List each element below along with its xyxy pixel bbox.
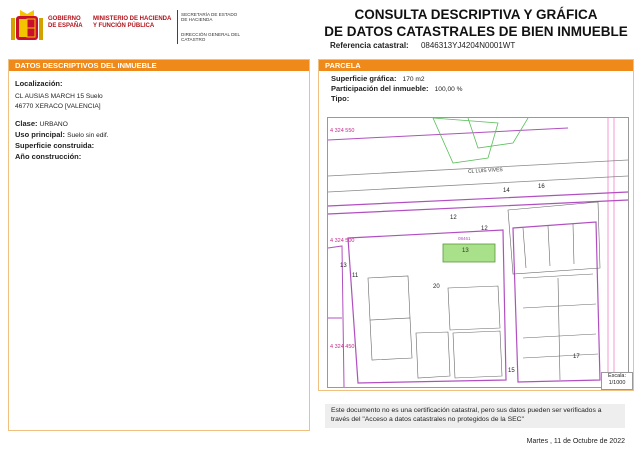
block-label-17: 17 — [573, 354, 580, 360]
title-line-1: CONSULTA DESCRIPTIVA Y GRÁFICA — [354, 7, 598, 22]
address-line-1: CL AUSIAS MARCH 15 Suelo — [15, 93, 103, 100]
clase-label: Clase: — [15, 119, 38, 128]
block-label-20: 20 — [433, 284, 440, 290]
uso-row — [15, 130, 109, 141]
block-label-13: 13 — [340, 263, 347, 269]
participacion-row — [331, 84, 463, 95]
address-line-2: 46770 XERACO [VALENCIA] — [15, 103, 101, 110]
scale-value: 1/1000 — [608, 380, 626, 386]
descriptive-heading: DATOS DESCRIPTIVOS DEL INMUEBLE — [9, 60, 309, 71]
coord-bottom: 4 324 450 — [330, 344, 355, 350]
uso-label: Uso principal: — [15, 130, 66, 139]
header-divider — [177, 10, 178, 44]
uso-value: Suelo sin edif. — [67, 132, 109, 139]
direction-label: DIRECCIÓN GENERAL DEL CATASTRO — [181, 32, 240, 43]
block-label-12: 12 — [450, 215, 457, 221]
localizacion-label: Localización: — [15, 79, 63, 88]
block-label-11: 11 — [352, 273, 359, 279]
block-label-14: 14 — [503, 188, 510, 194]
document-date: Martes , 11 de Octubre de 2022 — [526, 438, 625, 445]
parcela-heading: PARCELA — [319, 60, 633, 71]
ref-value: 0846313YJ4204N0001WT — [420, 41, 516, 50]
coord-mid: 4 324 500 — [330, 238, 355, 244]
superficie-construida-label: Superficie construida: — [15, 141, 95, 150]
cadastral-reference — [330, 41, 515, 50]
page-title — [320, 6, 632, 40]
tipo-label: Tipo: — [331, 94, 350, 103]
participacion-value: 100,00 % — [434, 86, 463, 93]
spain-coat-of-arms-icon — [10, 8, 44, 44]
clase-row — [15, 119, 68, 130]
parcel-code: 08461 — [458, 236, 471, 241]
block-label-12b: 12 — [481, 226, 488, 232]
descriptive-panel — [8, 59, 310, 431]
block-label-16: 16 — [538, 184, 545, 190]
parcel-number: 13 — [462, 248, 469, 254]
ministry-label: MINISTERIO DE HACIENDA Y FUNCIÓN PÚBLICA — [93, 16, 172, 29]
disclaimer-notice: Este documento no es una certificación catastral, pero sus datos pueden ser verificados a través del "Acceso a datos catastrales no protegidos de la SEC" — [325, 404, 625, 428]
superficie-grafica-label: Superficie gráfica: — [331, 74, 397, 83]
clase-value: URBANO — [39, 121, 68, 128]
superficie-grafica-value: 170 m2 — [402, 76, 425, 83]
government-label: GOBIERNO DE ESPAÑA — [48, 16, 83, 29]
coord-top: 4 324 550 — [330, 128, 355, 134]
highlighted-parcel — [443, 244, 495, 262]
block-label-15: 15 — [508, 368, 515, 374]
ref-label: Referencia catastral: — [330, 41, 409, 50]
cadastral-map[interactable] — [327, 117, 629, 388]
map-scale — [601, 372, 633, 390]
title-line-2: DE DATOS CATASTRALES DE BIEN INMUEBLE — [324, 24, 628, 39]
scale-label: Escala: — [607, 373, 627, 379]
participacion-label: Participación del inmueble: — [331, 84, 429, 93]
secretariat-label: SECRETARÍA DE ESTADO DE HACIENDA — [181, 12, 238, 23]
street-label: CL LUIS VIVES — [467, 167, 503, 175]
anio-construccion-label: Año construcción: — [15, 152, 82, 161]
